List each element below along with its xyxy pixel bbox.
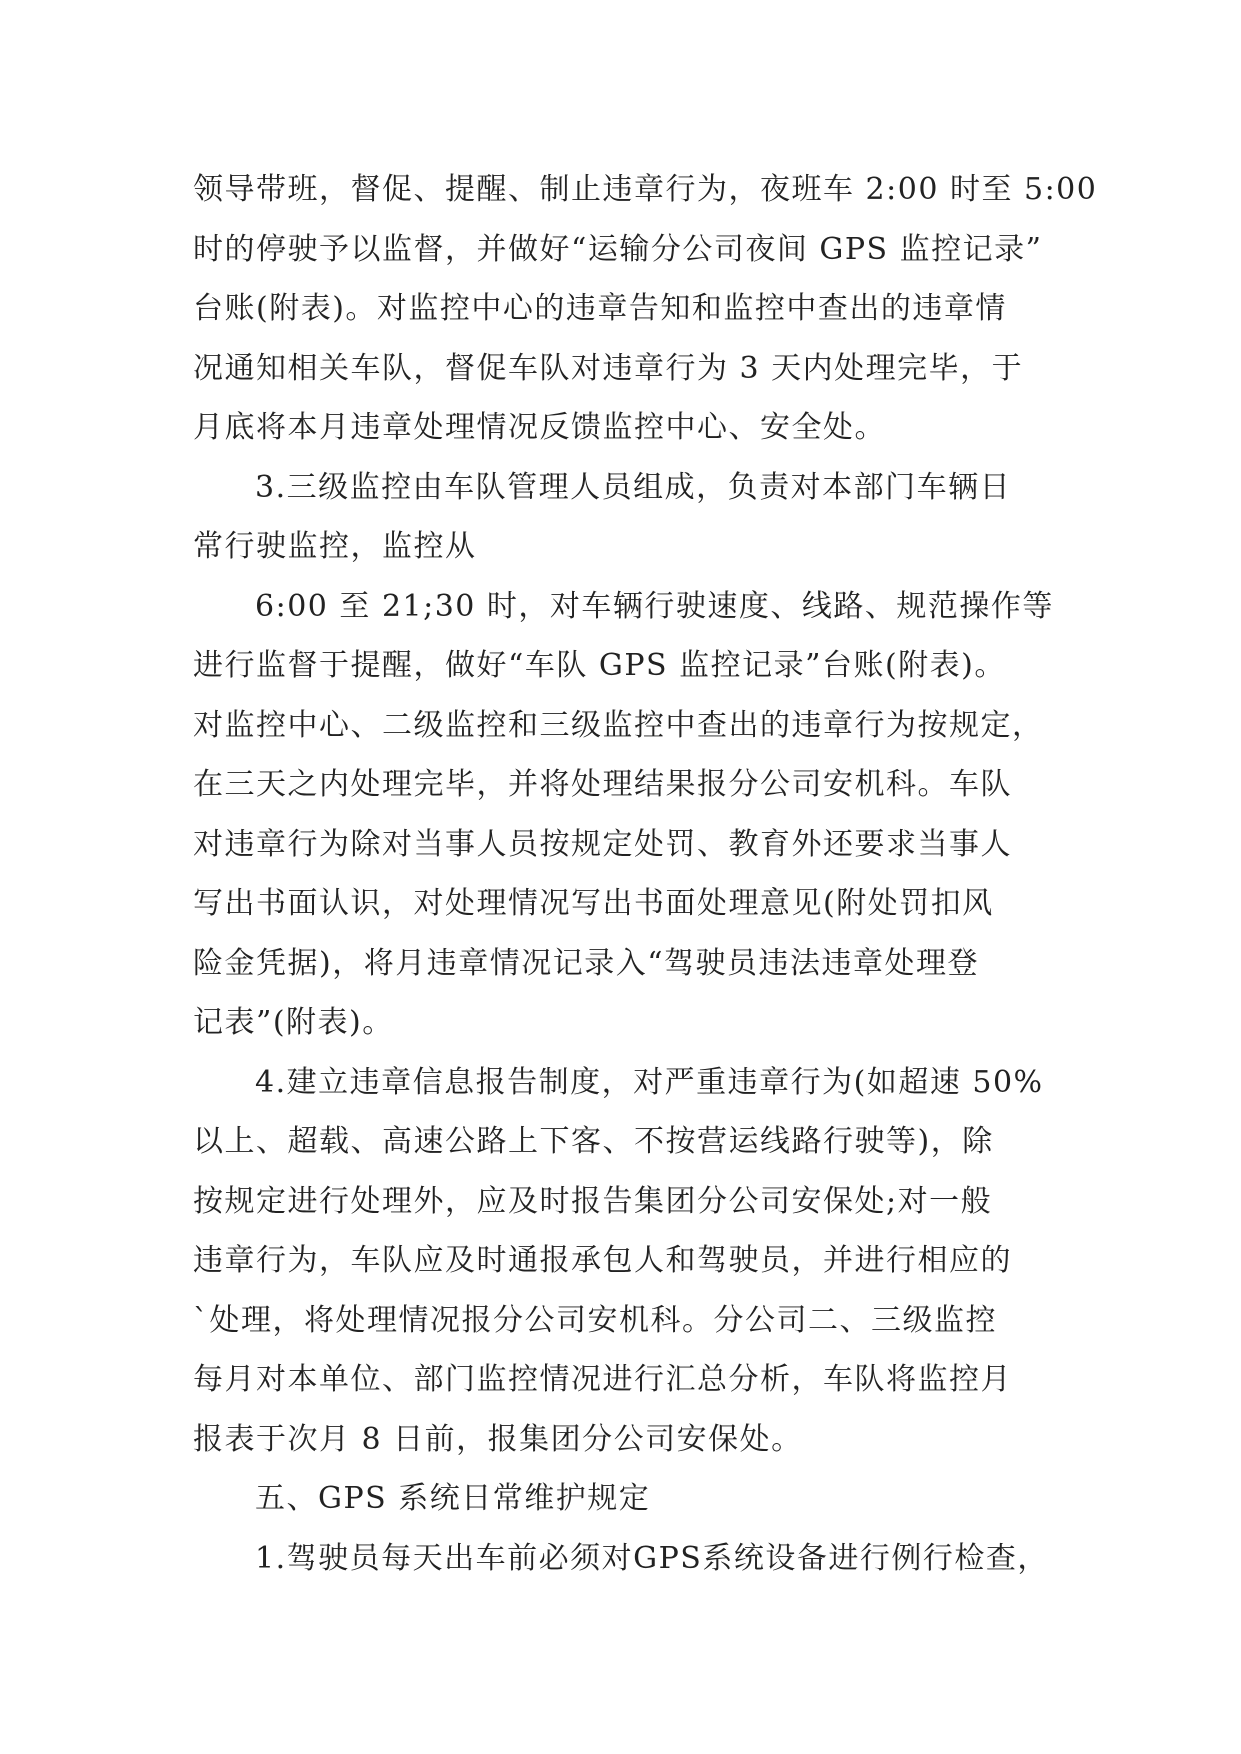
text-line: 台账(附表)。对监控中心的违章告知和监控中查出的违章情 — [193, 291, 1007, 326]
text-line: 月底将本月违章处理情况反馈监控中心、安全处。 — [193, 410, 886, 445]
text-line: `处理，将处理情况报分公司安机科。分公司二、三级监控 — [193, 1302, 997, 1338]
paragraph-start-line: 3.三级监控由车队管理人员组成，负责对本部门车辆日 — [255, 469, 1012, 505]
text-line: 以上、超载、高速公路上下客、不按营运线路行驶等)，除 — [193, 1124, 994, 1159]
paragraph-start-line: 1.驾驶员每天出车前必须对GPS系统设备进行例行检查， — [255, 1540, 1049, 1576]
text-line: 记表”(附表)。 — [193, 1005, 394, 1040]
text-line: 对监控中心、二级监控和三级监控中查出的违章行为按规定， — [193, 707, 1044, 743]
text-line: 领导带班，督促、提醒、制止违章行为，夜班车 2:00 时至 5:00 — [193, 172, 1098, 207]
text-line: 况通知相关车队，督促车队对违章行为 3 天内处理完毕，于 — [193, 350, 1024, 386]
paragraph-start-line: 6:00 至 21;30 时，对车辆行驶速度、线路、规范操作等 — [255, 588, 1054, 624]
document-body — [193, 160, 1098, 1588]
text-line: 报表于次月 8 日前，报集团分公司安保处。 — [193, 1421, 803, 1457]
text-line: 在三天之内处理完毕，并将处理结果报分公司安机科。车队 — [193, 767, 1012, 802]
text-line: 每月对本单位、部门监控情况进行汇总分析，车队将监控月 — [193, 1362, 1012, 1397]
section-heading: 五、GPS 系统日常维护规定 — [255, 1481, 651, 1516]
text-line: 进行监督于提醒，做好“车队 GPS 监控记录”台账(附表)。 — [193, 648, 1006, 683]
text-line: 险金凭据)，将月违章情况记录入“驾驶员违法违章处理登 — [193, 945, 980, 981]
text-line: 时的停驶予以监督，并做好“运输分公司夜间 GPS 监控记录” — [193, 231, 1043, 267]
text-line: 按规定进行处理外，应及时报告集团分公司安保处;对一般 — [193, 1183, 993, 1219]
text-line: 常行驶监控，监控从 — [193, 529, 477, 564]
paragraph-start-line: 4.建立违章信息报告制度，对严重违章行为(如超速 50% — [255, 1064, 1044, 1100]
text-line: 违章行为，车队应及时通报承包人和驾驶员，并进行相应的 — [193, 1243, 1012, 1278]
text-line: 写出书面认识，对处理情况写出书面处理意见(附处罚扣风 — [193, 886, 994, 921]
text-line: 对违章行为除对当事人员按规定处罚、教育外还要求当事人 — [193, 826, 1012, 862]
